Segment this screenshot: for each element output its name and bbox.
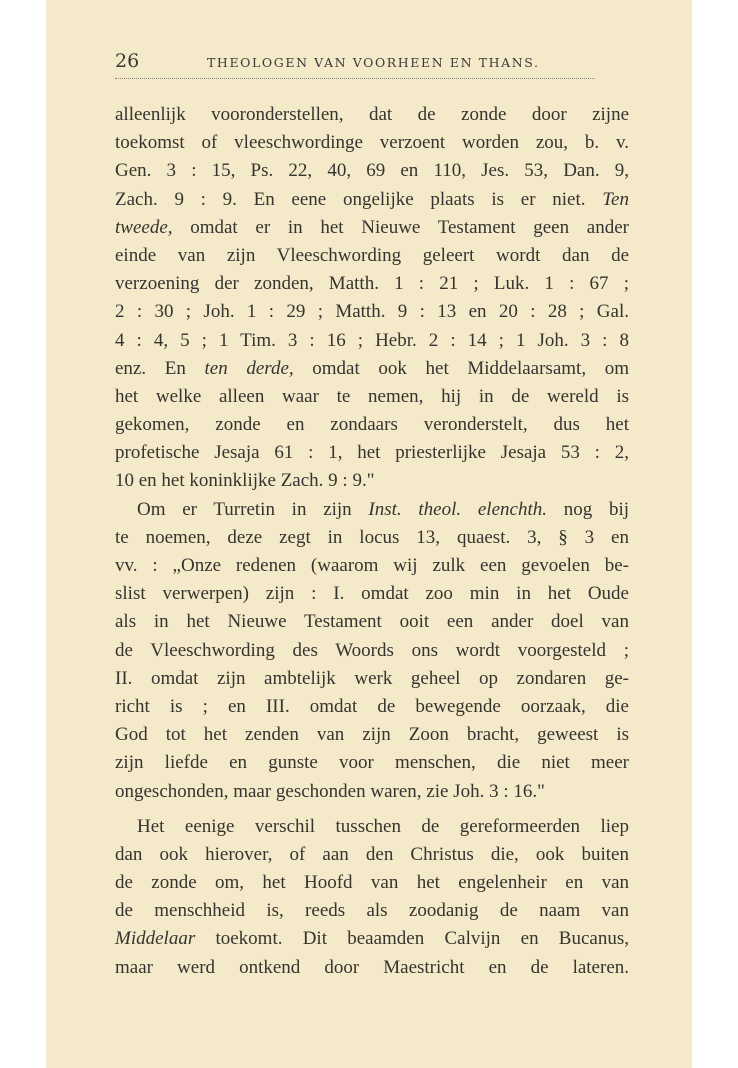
line-text: omdat ook het Middelaarsamt, om [293,357,629,379]
text-line: profetische Jesaja 61 : 1, het priesterlijke Jesaja 53 : 2, [115,442,629,464]
text-line [115,496,629,524]
text-line: 2 : 30 ; Joh. 1 : 29 ; Matth. 9 : 13 en 20 : 28 ; Gal. [115,301,629,323]
text-line: God tot het zenden van zijn Zoon bracht, geweest is [115,724,629,746]
paragraph [115,813,629,982]
line-text: toekomt. Dit beaamden Calvijn en Bucanus, [195,928,629,950]
paragraph [115,496,629,806]
text-line: vv. : „Onze redenen (waarom wij zulk een gevoelen be- [115,555,629,576]
text-line: verzoening der zonden, Matth. 1 : 21 ; Luk. 1 : 67 ; [115,273,629,295]
text-line: alleenlijk vooronderstellen, dat de zonde door zijne [115,104,629,125]
text-line [115,186,629,214]
text-line: de zonde om, het Hoofd van het engelenheir en van [115,872,629,894]
text-line: te noemen, deze zegt in locus 13, quaest. 3, § 3 en [115,526,629,548]
line-text: Zach. 9 : 9. En eene ongelijke plaats is er niet. [115,188,603,210]
italic-text: tweede, [115,216,173,238]
text-line: 4 : 4, 5 ; 1 Tim. 3 : 16 ; Hebr. 2 : 14 ; 1 Joh. 3 : 8 [115,329,629,351]
text-line: einde van zijn Vleeschwording geleert wordt dan de [115,244,629,266]
body-text [115,101,629,982]
text-line: toekomst of vleeschwordinge verzoent worden zou, b. v. [115,132,629,154]
text-line: ongeschonden, maar geschonden waren, zie Joh. 3 : 16." [115,780,545,802]
text-line: Gen. 3 : 15, Ps. 22, 40, 69 en 110, Jes. 53, Dan. 9, [115,160,629,182]
text-line: slist verwerpen) zijn : I. omdat zoo min in het Oude [115,583,629,605]
text-line: maar werd ontkend door Maestricht en de lateren. [115,956,629,978]
line-text: Om er Turretin in zijn [137,498,369,520]
page-number: 26 [115,50,140,72]
text-line: richt is ; en III. omdat de bewegende oorzaak, die [115,695,629,717]
text-line: Het eenige verschil tusschen de gereformeerden liep [137,815,629,837]
italic-text: Ten [602,188,629,210]
text-line [115,214,629,242]
text-line: dan ook hierover, of aan den Christus die, ook buiten [115,843,629,865]
book-page [46,0,692,1068]
paragraph [115,101,629,496]
running-title: THEOLOGEN VAN VOORHEEN EN THANS. [207,55,540,70]
text-line [115,925,629,953]
line-text: nog bij [546,498,629,520]
text-line: gekomen, zonde en zondaars veronderstelt, dus het [115,414,629,436]
text-line: de Vleeschwording des Woords ons wordt voorgesteld ; [115,639,629,661]
text-line: zijn liefde en gunste voor menschen, die niet meer [115,752,629,774]
text-line: II. omdat zijn ambtelijk werk geheel op zondaren ge- [115,667,629,689]
page-header [115,50,615,74]
header-rule [115,78,595,79]
text-line: 10 en het koninklijke Zach. 9 : 9." [115,470,375,492]
italic-text: ten derde, [204,357,294,379]
italic-text: Middelaar [115,928,196,950]
text-line [115,355,629,383]
line-text: enz. En [115,357,205,379]
text-line: de menschheid is, reeds als zoodanig de naam van [115,900,629,922]
line-text: omdat er in het Nieuwe Testament geen ander [172,216,629,238]
text-line: het welke alleen waar te nemen, hij in de wereld is [115,385,629,407]
italic-text: Inst. theol. elenchth. [368,498,547,520]
text-line: als in het Nieuwe Testament ooit een ander doel van [115,611,629,633]
